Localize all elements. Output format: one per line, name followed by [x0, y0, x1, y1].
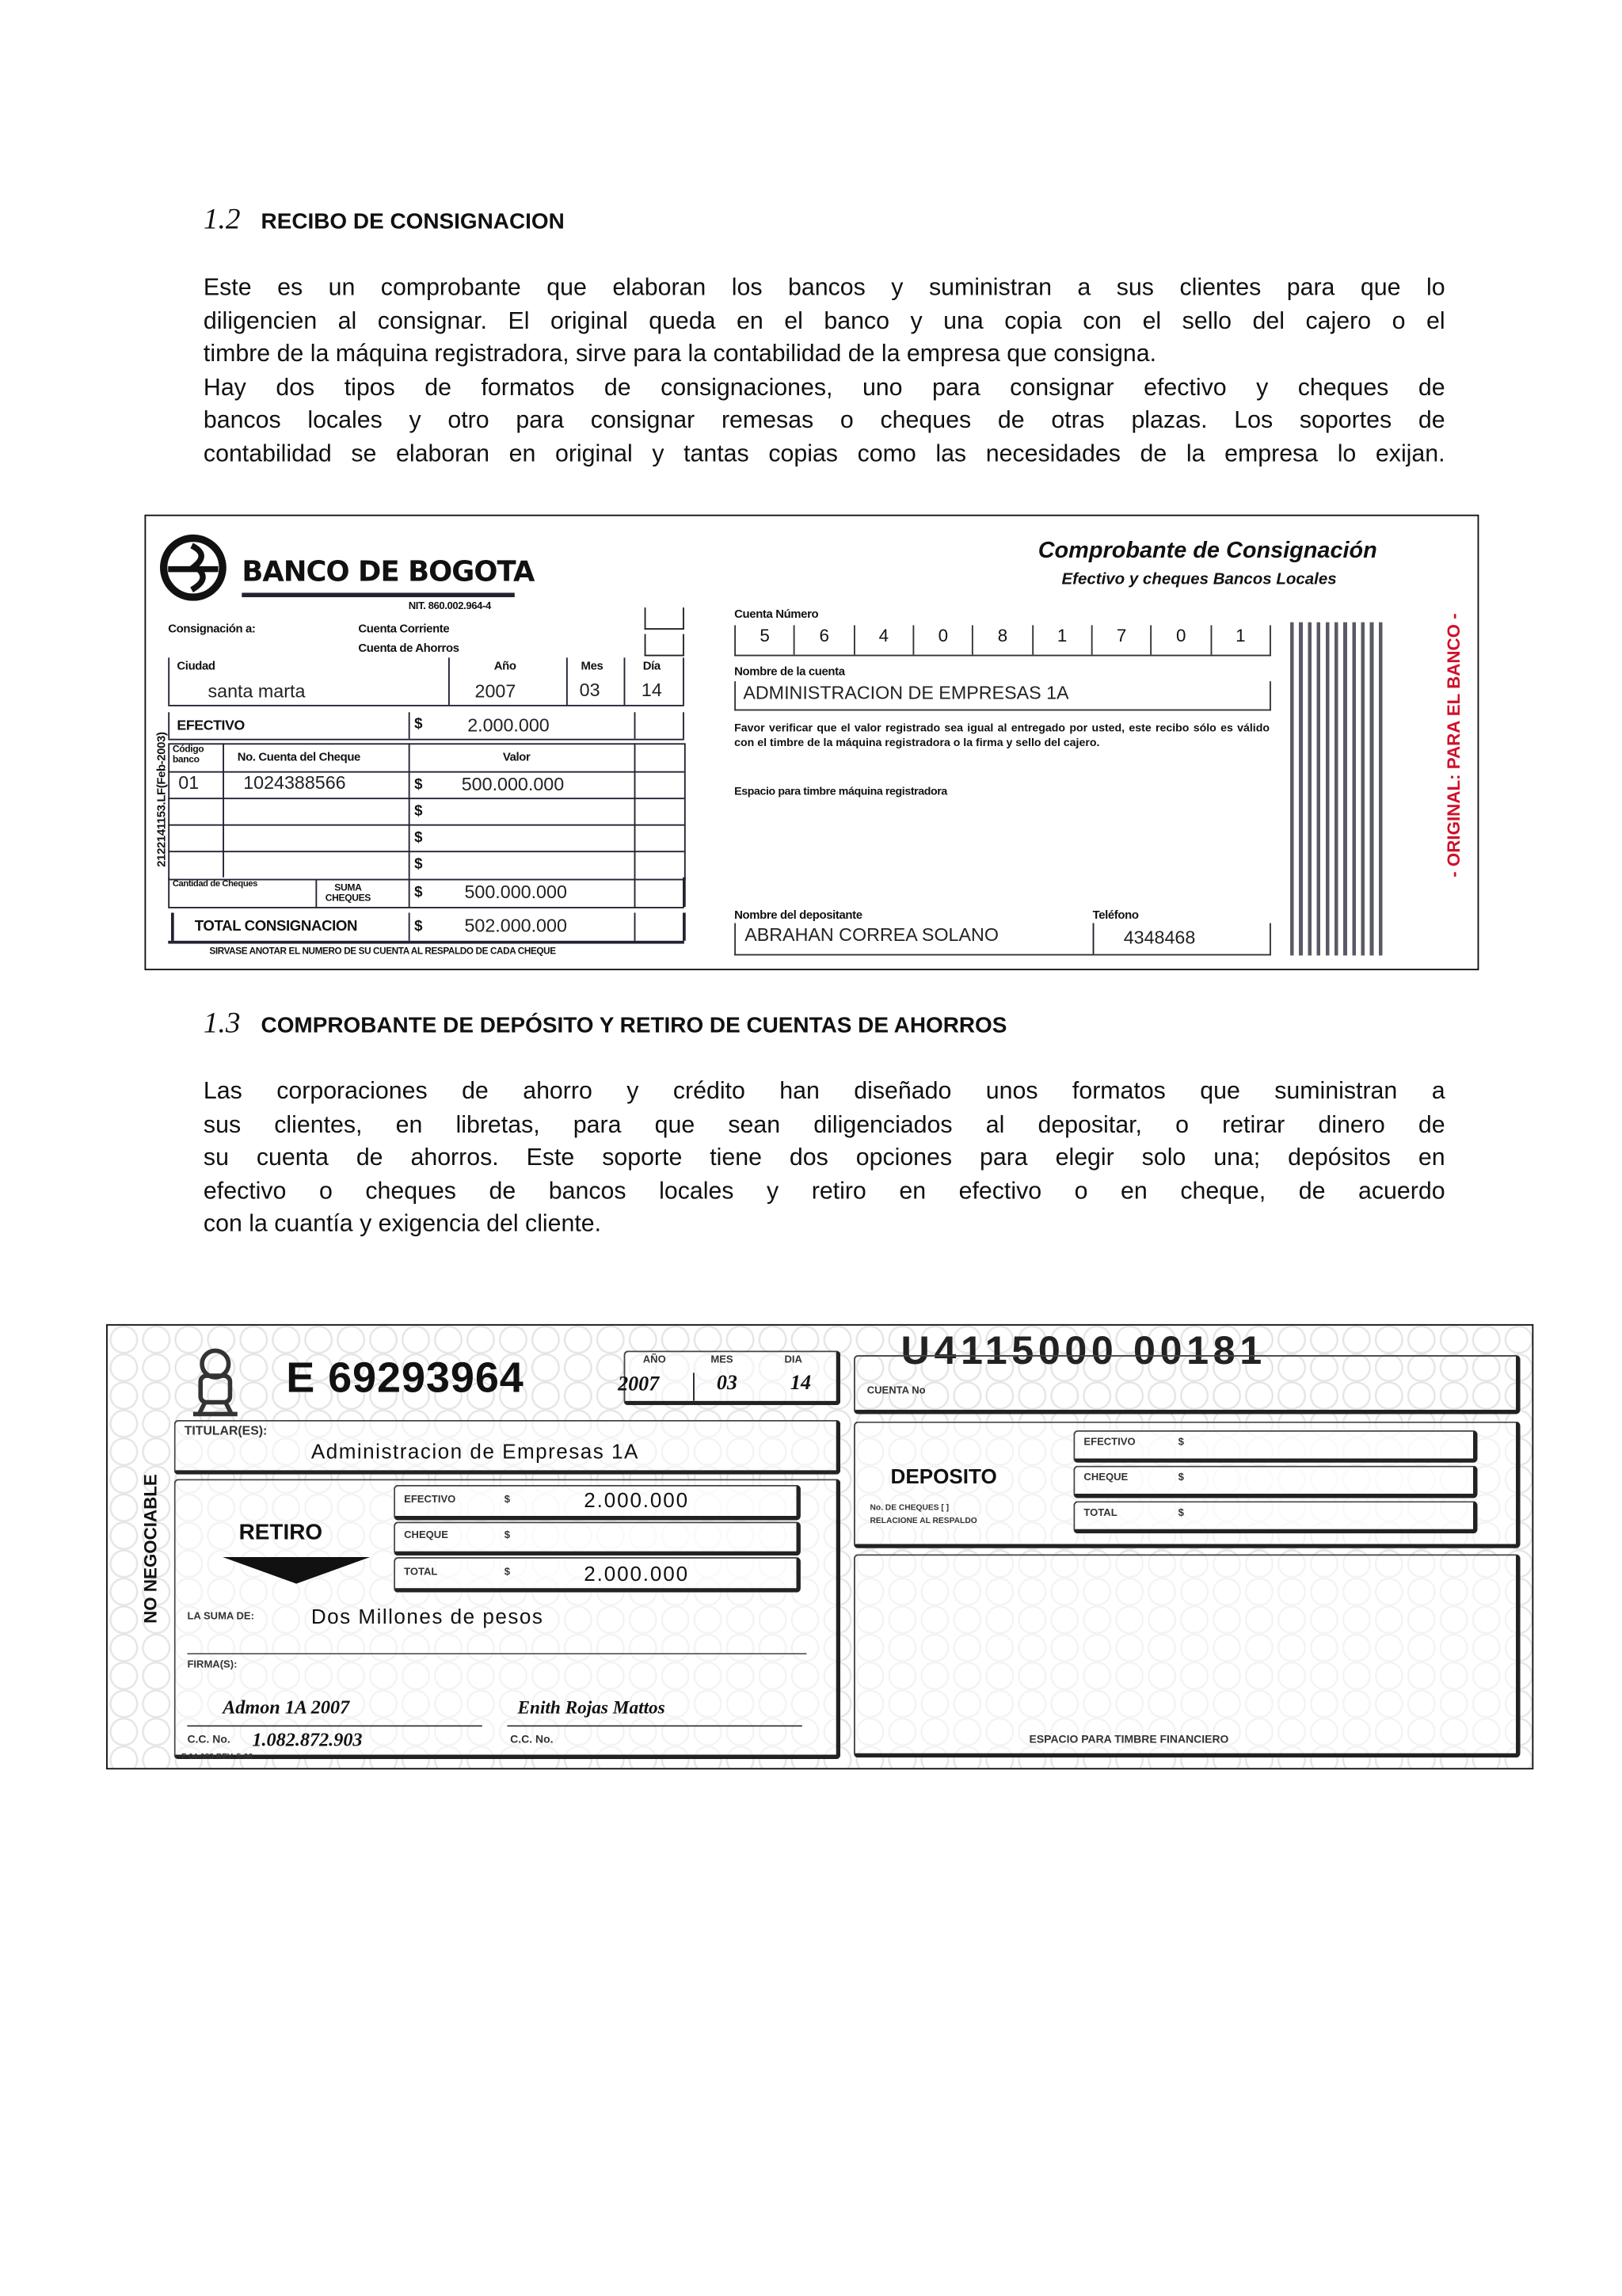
divider [168, 851, 684, 852]
arrow-down-icon [223, 1554, 370, 1583]
divider [168, 907, 684, 908]
dia-field[interactable]: 14 [790, 1373, 811, 1395]
divider [168, 712, 169, 739]
divider [634, 912, 636, 940]
mes-field[interactable]: 03 [579, 680, 600, 701]
retiro-total-value: 2.000.000 [584, 1561, 690, 1586]
receipt-subtitle: Efectivo y cheques Bancos Locales [1061, 570, 1337, 588]
text-line: con la cuantía y exigencia del cliente. [203, 1211, 602, 1238]
currency-symbol: $ [1178, 1472, 1184, 1483]
divider [168, 941, 684, 944]
cheque-label: CHEQUE [1083, 1472, 1129, 1483]
serial-number: E 69293964 [286, 1354, 524, 1403]
divider [223, 743, 224, 877]
cuenta-digit: 0 [1152, 625, 1212, 654]
mascot-logo-icon [185, 1346, 246, 1417]
currency-symbol: $ [414, 918, 423, 935]
bank-name: BANCO DE BOGOTA [242, 555, 535, 588]
deposito-label: DEPOSITO [890, 1464, 997, 1488]
cuenta-corriente-checkbox[interactable] [645, 607, 684, 630]
cuenta-cheque-header: No. Cuenta del Cheque [237, 750, 360, 764]
firmas-label: FIRMA(S): [187, 1660, 238, 1671]
currency-symbol: $ [504, 1494, 511, 1506]
currency-symbol: $ [414, 777, 423, 794]
anio-field[interactable]: 2007 [618, 1374, 660, 1397]
cuenta-digit: 5 [736, 625, 795, 654]
cc-label: C.C. No. [510, 1732, 554, 1746]
depositante-label: Nombre del depositante [734, 908, 862, 922]
cuenta-digit: 1 [1236, 625, 1246, 646]
deposito-box [854, 1422, 1521, 1548]
section-heading-1-3 [204, 1007, 1007, 1041]
nit: NIT. 860.002.964-4 [408, 601, 491, 612]
text-line: diligencien al consignar. El original queda en el banco y una copia con el sello del cajero o el [203, 307, 1445, 334]
total-label: TOTAL [1083, 1508, 1118, 1519]
cuenta-digit: 1 [1033, 625, 1092, 654]
cantidad-cheques-label: Cantidad de Cheques [172, 880, 257, 889]
text-line: contabilidad se elaboran en original y tantas copias como las necesidades de la empresa lo exijan. [203, 440, 1445, 468]
divider [634, 878, 636, 907]
cuenta-numero-label: Cuenta Número [734, 607, 819, 621]
divider [409, 743, 410, 877]
paragraph-ahorros [204, 1075, 1445, 1241]
divider [168, 739, 684, 741]
text-line: Hay dos tipos de formatos de consignaciones, uno para consignar efectivo y cheques de [203, 374, 1445, 402]
cuenta-digit: 4 [855, 625, 914, 654]
retiro-label: RETIRO [238, 1520, 323, 1546]
currency-symbol: $ [1178, 1508, 1184, 1519]
cuenta-corriente-label: Cuenta Corriente [358, 622, 450, 636]
retiro-box [174, 1479, 841, 1759]
divider [409, 878, 410, 907]
currency-symbol: $ [414, 885, 423, 901]
cuenta-numero-field[interactable] [734, 625, 1271, 656]
section-number: 1.3 [203, 1007, 241, 1040]
form-code: 2122141153.LF(Feb-2003) [154, 732, 169, 867]
cuenta-digit: 7 [1093, 625, 1152, 654]
dia-label: DIA [784, 1354, 802, 1366]
consignacion-a-label: Consignación a: [168, 622, 256, 636]
fine-print-block [1290, 623, 1384, 956]
ciudad-field[interactable]: santa marta [208, 681, 306, 703]
currency-symbol: $ [414, 830, 423, 847]
total-label: TOTAL [404, 1567, 438, 1578]
divider [507, 1725, 801, 1727]
mes-field[interactable]: 03 [716, 1373, 737, 1395]
divider [187, 1725, 482, 1727]
text-line: efectivo o cheques de bancos locales y retiro en efectivo o en cheque, de acuerdo [203, 1178, 1445, 1205]
divider [683, 878, 686, 907]
suma-cheques-label: SUMA CHEQUES [325, 883, 371, 904]
la-suma-field[interactable]: Dos Millones de pesos [310, 1604, 544, 1628]
cuenta-ahorros-label: Cuenta de Ahorros [358, 641, 459, 655]
valor-header: Valor [502, 750, 531, 764]
cc-label: C.C. No. [187, 1732, 230, 1746]
cheque-codigo-field[interactable]: 01 [178, 772, 200, 794]
verify-note: Favor verificar que el valor registrado sea igual al entregado por usted, este recibo sólo es válido con el timbre de la máquina registradora o la firma y sello del cajero. [734, 721, 1270, 748]
relacione-label: RELACIONE AL RESPALDO [870, 1517, 977, 1526]
section-heading-1-2 [204, 204, 565, 238]
la-suma-label: LA SUMA DE: [187, 1611, 254, 1622]
total-consignacion-label: TOTAL CONSIGNACION [194, 918, 358, 935]
divider [683, 912, 686, 940]
currency-symbol: $ [414, 803, 423, 821]
divider [693, 1373, 695, 1400]
cheque-cuenta-field[interactable]: 1024388566 [243, 772, 346, 794]
nombre-cuenta-field[interactable] [734, 681, 1271, 710]
divider [1093, 923, 1095, 954]
cc-1-field[interactable]: 1.082.872.903 [252, 1728, 363, 1750]
receipt-title: Comprobante de Consignación [1038, 538, 1377, 564]
currency-symbol: $ [1178, 1437, 1184, 1449]
nombre-cuenta-value: ADMINISTRACION DE EMPRESAS 1A [743, 683, 1069, 704]
firma-2-signature: Enith Rojas Mattos [517, 1696, 665, 1718]
suma-cheques-field[interactable]: 500.000.000 [464, 881, 567, 903]
titulares-label: TITULAR(ES): [184, 1422, 268, 1438]
currency-symbol: $ [504, 1530, 511, 1541]
original-label: - ORIGINAL: PARA EL BANCO - [1443, 613, 1464, 878]
divider [409, 912, 410, 940]
ciudad-label: Ciudad [177, 659, 215, 672]
divider [683, 712, 684, 739]
form-reference: F 04-083 REV. 5-96 [181, 1753, 253, 1762]
no-cheques-label: No. DE CHEQUES [ ] [870, 1504, 950, 1514]
retiro-efectivo-field[interactable] [394, 1485, 801, 1521]
footer-note: SIRVASE ANOTAR EL NUMERO DE SU CUENTA AL RESPALDO DE CADA CHEQUE [209, 946, 556, 958]
dia-field[interactable]: 14 [641, 680, 662, 701]
mes-label: MES [710, 1354, 733, 1366]
anio-label: Año [493, 659, 516, 672]
divider [566, 657, 568, 705]
text-line: su cuenta de ahorros. Este soporte tiene dos opciones para elegir solo una; depósitos en [203, 1144, 1445, 1171]
espacio-timbre-label: Espacio para timbre máquina registradora [734, 784, 947, 798]
cheque-valor-field[interactable]: 500.000.000 [461, 774, 565, 795]
cuenta-digit: 8 [973, 625, 1033, 654]
currency-symbol: $ [414, 856, 423, 874]
divider [187, 1653, 806, 1654]
dia-label: Día [642, 659, 661, 672]
fecha-box [618, 1350, 841, 1405]
divider [683, 657, 684, 705]
cheque-label: CHEQUE [404, 1530, 448, 1541]
efectivo-label: EFECTIVO [404, 1494, 456, 1506]
timbre-label: ESPACIO PARA TIMBRE FINANCIERO [1029, 1732, 1229, 1746]
anio-label: AÑO [642, 1354, 666, 1366]
total-consignacion-field[interactable]: 502.000.000 [464, 916, 567, 937]
text-line: Este es un comprobante que elaboran los bancos y suministran a sus clientes para que lo [203, 274, 1445, 301]
section-number: 1.2 [203, 203, 241, 236]
currency-symbol: $ [414, 716, 423, 733]
titulares-field[interactable]: Administracion de Empresas 1A [310, 1439, 639, 1463]
telefono-label: Teléfono [1092, 908, 1139, 922]
anio-field[interactable]: 2007 [474, 681, 516, 703]
text-line: Las corporaciones de ahorro y crédito han diseñado unos formatos que suministran a [203, 1077, 1445, 1105]
logo-underline [242, 592, 514, 597]
retiro-cheque-field[interactable] [394, 1521, 801, 1555]
timbre-financiero-box [854, 1554, 1521, 1757]
divider [168, 705, 684, 706]
cuenta-numero-field[interactable]: U4115000 00181 [900, 1328, 1266, 1373]
bank-logo-icon [159, 534, 236, 602]
ahorros-form [106, 1324, 1533, 1769]
no-negociable-label: NO NEGOCIABLE [139, 1474, 161, 1624]
text-line: timbre de la máquina registradora, sirve para la contabilidad de la empresa que consigna. [203, 341, 1157, 367]
divider [168, 824, 684, 826]
depositante-box [734, 923, 1271, 955]
cuenta-digit: 0 [914, 625, 973, 654]
cuenta-ahorros-checkbox[interactable] [645, 634, 684, 657]
firma-1-signature: Admon 1A 2007 [223, 1696, 350, 1718]
efectivo-label: EFECTIVO [1083, 1437, 1136, 1449]
efectivo-field[interactable]: 2.000.000 [467, 714, 550, 737]
cuenta-digit: 6 [795, 625, 855, 654]
section-title: RECIBO DE CONSIGNACION [261, 209, 565, 235]
deposito-efectivo-field[interactable] [1073, 1430, 1477, 1463]
cuenta-label: CUENTA No [866, 1386, 926, 1397]
divider [448, 657, 450, 705]
deposito-cheque-field[interactable] [1073, 1466, 1477, 1498]
telefono-field[interactable]: 4348468 [1123, 927, 1196, 949]
divider [409, 712, 410, 739]
cuenta-box [854, 1355, 1521, 1414]
divider [171, 912, 174, 940]
divider [634, 743, 636, 877]
depositante-field[interactable]: ABRAHAN CORREA SOLANO [744, 924, 999, 946]
efectivo-label: EFECTIVO [177, 718, 245, 735]
codigo-banco-header: Código banco [172, 744, 204, 766]
section-title: COMPROBANTE DE DEPÓSITO Y RETIRO DE CUENTAS DE AHORROS [261, 1013, 1007, 1038]
deposito-total-field[interactable] [1073, 1501, 1477, 1533]
divider [168, 657, 169, 705]
paragraph-consignacion [204, 272, 1445, 471]
consignacion-form [144, 515, 1479, 970]
divider [624, 657, 626, 705]
divider [168, 798, 684, 799]
text-line: sus clientes, en libretas, para que sean diligenciados al depositar, o retirar dinero de [203, 1111, 1445, 1138]
retiro-efectivo-value: 2.000.000 [584, 1487, 690, 1512]
mes-label: Mes [581, 659, 603, 672]
text-line: bancos locales y otro para consignar remesas o cheques de otras plazas. Los soportes de [203, 407, 1445, 435]
divider [315, 880, 317, 907]
divider [168, 878, 169, 907]
nombre-cuenta-label: Nombre de la cuenta [734, 664, 845, 679]
retiro-total-field[interactable] [394, 1557, 801, 1593]
titulares-box [174, 1420, 841, 1475]
divider [634, 712, 636, 739]
currency-symbol: $ [504, 1567, 511, 1578]
